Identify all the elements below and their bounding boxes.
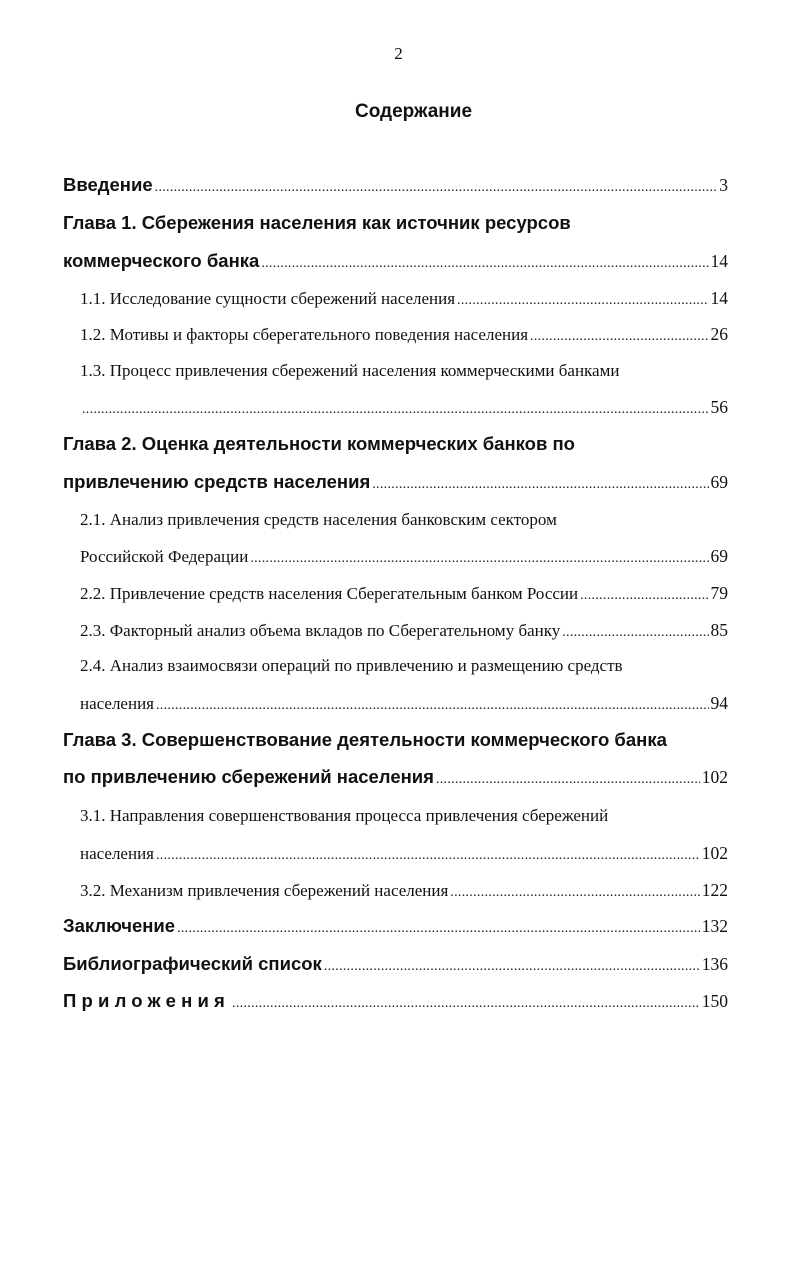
toc-entry-appendices[interactable]: [63, 988, 728, 1014]
toc-entry-page: 14: [710, 251, 728, 271]
toc-entry-page: 150: [701, 991, 728, 1011]
toc-entry-page: 136: [701, 954, 728, 974]
toc-entry-chapter-3-line1[interactable]: [63, 727, 728, 753]
dot-leader: [530, 322, 708, 350]
toc-entry-title: по привлечению сбережений населения: [63, 766, 434, 787]
dot-leader: [457, 286, 708, 314]
toc-entry-chapter-1[interactable]: [63, 248, 728, 274]
toc-entry-title: 1.3. Процесс привлечения сбережений населения коммерческими банками: [80, 361, 620, 380]
toc-entry-title: населения: [80, 694, 154, 713]
toc-entry-chapter-3[interactable]: [63, 764, 728, 790]
toc-entry-chapter-2[interactable]: [63, 469, 728, 495]
toc-entry-section-3-2[interactable]: [80, 877, 728, 903]
toc-entry-page: 14: [710, 288, 728, 308]
toc-entry-page: 102: [701, 767, 728, 787]
toc-entry-chapter-2-line1[interactable]: [63, 431, 728, 457]
toc-entry-title: 2.3. Факторный анализ объема вкладов по Сберегательному банку: [80, 621, 561, 640]
toc-entry-title: Глава 2. Оценка деятельности коммерческих банков по: [63, 433, 575, 454]
toc-entry-intro[interactable]: [63, 172, 728, 198]
toc-entry-page: 69: [710, 546, 728, 566]
toc-entry-page: 3: [719, 175, 728, 195]
dot-leader: [261, 248, 708, 277]
toc-entry-section-2-4-line1[interactable]: [80, 653, 728, 679]
toc-entry-page: 94: [710, 693, 728, 713]
toc-entry-page: 85: [710, 620, 728, 640]
toc-entry-title: 3.2. Механизм привлечения сбережений населения: [80, 881, 449, 900]
toc-entry-section-3-1-line1[interactable]: [80, 803, 728, 829]
toc-entry-section-2-3[interactable]: [80, 617, 728, 643]
toc-entry-conclusion[interactable]: [63, 913, 728, 939]
dot-leader: [156, 841, 700, 869]
dot-leader: [155, 172, 718, 201]
toc-entry-section-1-2[interactable]: [80, 321, 728, 347]
dot-leader: [580, 581, 708, 609]
toc-entry-title: 2.1. Анализ привлечения средств населения банковским сектором: [80, 510, 557, 529]
toc-entry-page: 69: [710, 472, 728, 492]
toc-entry-title: коммерческого банка: [63, 250, 260, 271]
page-title: Содержание: [354, 101, 473, 122]
toc-entry-title: Приложения: [63, 990, 231, 1011]
toc-entry-page: 56: [710, 397, 728, 417]
dot-leader: [250, 544, 708, 572]
toc-entry-page: 79: [710, 583, 728, 603]
toc-entry-page: 122: [701, 880, 728, 900]
toc-entry-chapter-1-line1[interactable]: [63, 210, 728, 236]
toc-entry-title: 1.1. Исследование сущности сбережений населения: [80, 289, 456, 308]
dot-leader: [436, 764, 700, 793]
toc-entry-title: 1.2. Мотивы и факторы сберегательного поведения населения: [80, 325, 529, 344]
toc-entry-title: Введение: [63, 174, 153, 195]
dot-leader: [232, 988, 700, 1017]
toc-entry-title: 2.2. Привлечение средств населения Сберегательным банком России: [80, 584, 579, 603]
toc-entry-title: 3.1. Направления совершенствования процесса привлечения сбережений: [80, 806, 609, 825]
toc-entry-section-2-4[interactable]: [80, 690, 728, 716]
toc-entry-title: 2.4. Анализ взаимосвязи операций по привлечению и размещению средств: [80, 656, 623, 675]
dot-leader: [82, 395, 709, 423]
toc-entry-bibliography[interactable]: [63, 951, 728, 977]
toc-entry-section-2-1-line1[interactable]: [80, 507, 728, 533]
dot-leader: [562, 618, 708, 646]
toc-entry-title: Заключение: [63, 915, 176, 936]
dot-leader: [156, 691, 709, 719]
toc-entry-section-2-1[interactable]: [80, 543, 728, 569]
toc-entry-section-1-1[interactable]: [80, 285, 728, 311]
toc-entry-section-1-3-line1[interactable]: [80, 358, 728, 384]
toc-entry-section-2-2[interactable]: [80, 580, 728, 606]
toc-entry-title: Библиографический список: [63, 953, 322, 974]
toc-entry-title: Глава 1. Сбережения населения как источник ресурсов: [63, 212, 571, 233]
dot-leader: [450, 878, 699, 906]
toc-entry-title: Глава 3. Совершенствование деятельности коммерческого банка: [63, 729, 667, 750]
dot-leader: [324, 951, 700, 980]
dot-leader: [177, 913, 700, 942]
dot-leader: [372, 469, 708, 498]
toc-entry-page: 102: [701, 843, 728, 863]
toc-entry-title: Российской Федерации: [80, 547, 249, 566]
toc-entry-title: населения: [80, 844, 154, 863]
toc-entry-title: привлечению средств населения: [63, 471, 371, 492]
toc-entry-page: 26: [710, 324, 728, 344]
toc-entry-page: 132: [701, 916, 728, 936]
toc-entry-section-1-3[interactable]: [80, 394, 728, 420]
page-number: 2: [394, 44, 403, 63]
toc-entry-section-3-1[interactable]: [80, 840, 728, 866]
